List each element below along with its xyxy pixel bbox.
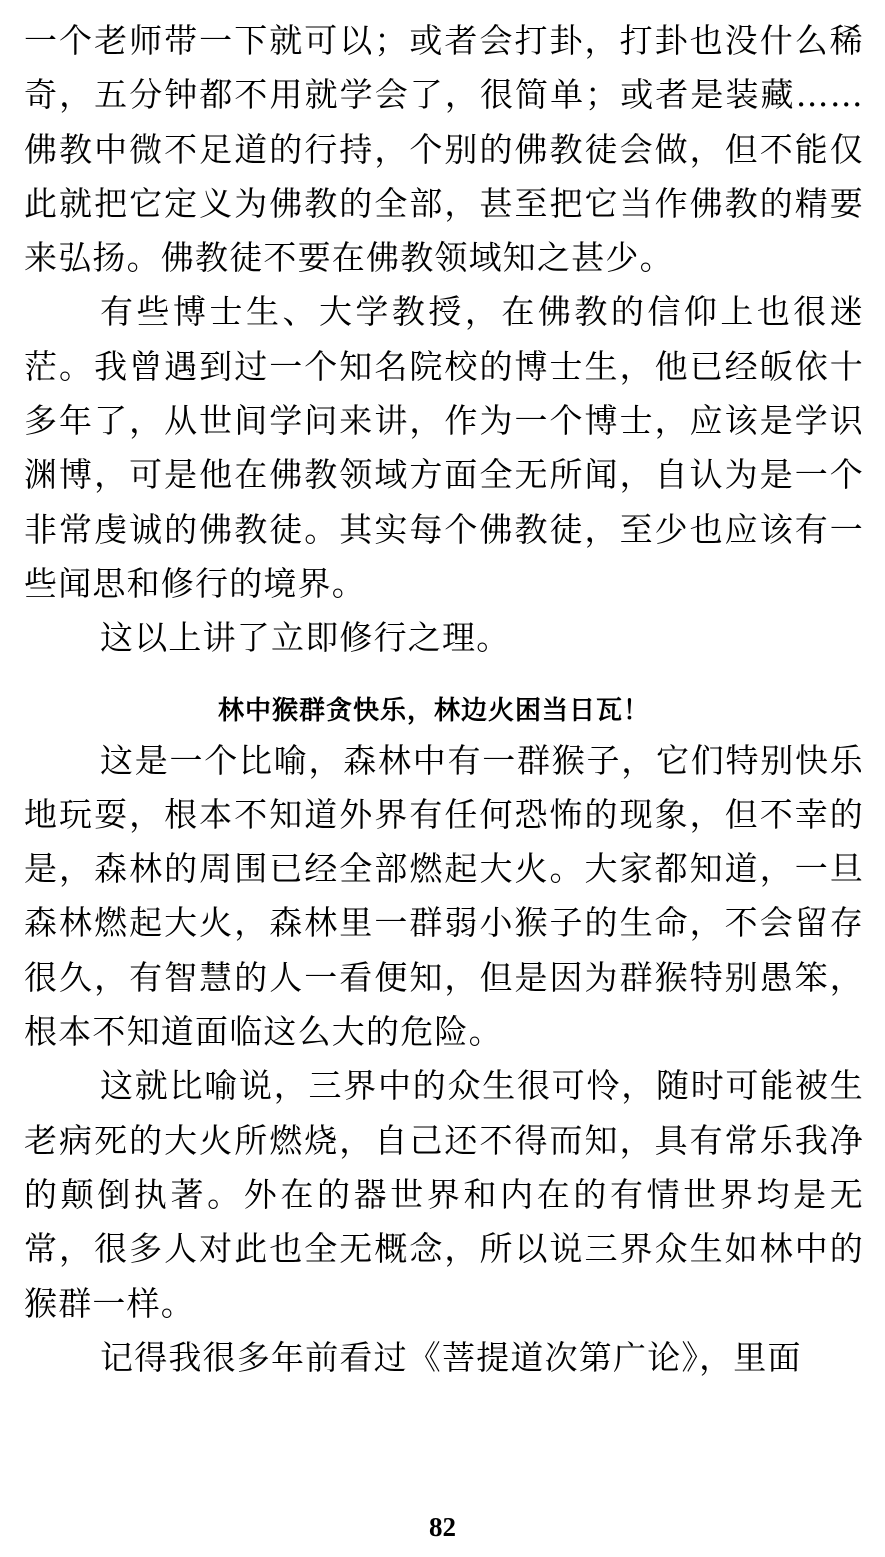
paragraph-summary: 这以上讲了立即修行之理。 (100, 618, 511, 658)
section-heading: 林中猴群贪快乐，林边火困当日瓦！ (217, 695, 650, 726)
page-number: 82 (429, 1512, 456, 1542)
paragraph-monkey-metaphor: 这是一个比喻，森林中有一群猴子，它们特别快乐地玩耍，根本不知道外界有任何恐怖的现象，但不幸的是，森林的周围已经全部燃起大火。大家都知道，一旦森林燃起大火，森林里一群弱小猴子的生命，不会留存很久，有智慧的人一看便知，但是因为群猴特别愚笨，根本不知道面临这么大的危险。 (24, 740, 864, 1052)
paragraph-lamrim: 记得我很多年前看过《菩提道次第广论》，里面 (100, 1337, 802, 1377)
paragraph-three-realms: 这就比喻说，三界中的众生很可怜，随时可能被生老病死的大火所燃烧，自己还不得而知，具有常乐我净的颠倒执著。外在的器世界和内在的有情世界均是无常，很多人对此也全无概念，所以说三界众生如林中的猴群一样。 (24, 1066, 864, 1323)
page-body (24, 14, 864, 1385)
paragraph-doctoral-students: 有些博士生、大学教授，在佛教的信仰上也很迷茫。我曾遇到过一个知名院校的博士生，他已经皈依十多年了，从世间学问来讲，作为一个博士，应该是学识渊博，可是他在佛教领域方面全无所闻，自认为是一个非常虔诚的佛教徒。其实每个佛教徒，至少也应该有一些闻思和修行的境界。 (24, 292, 864, 603)
paragraph-continuation: 一个老师带一下就可以；或者会打卦，打卦也没什么稀奇，五分钟都不用就学会了，很简单；或者是装藏……佛教中微不足道的行持，个别的佛教徒会做，但不能仅此就把它定义为佛教的全部，甚至把它当作佛教的精要来弘扬。佛教徒不要在佛教领域知之甚少。 (24, 21, 864, 278)
